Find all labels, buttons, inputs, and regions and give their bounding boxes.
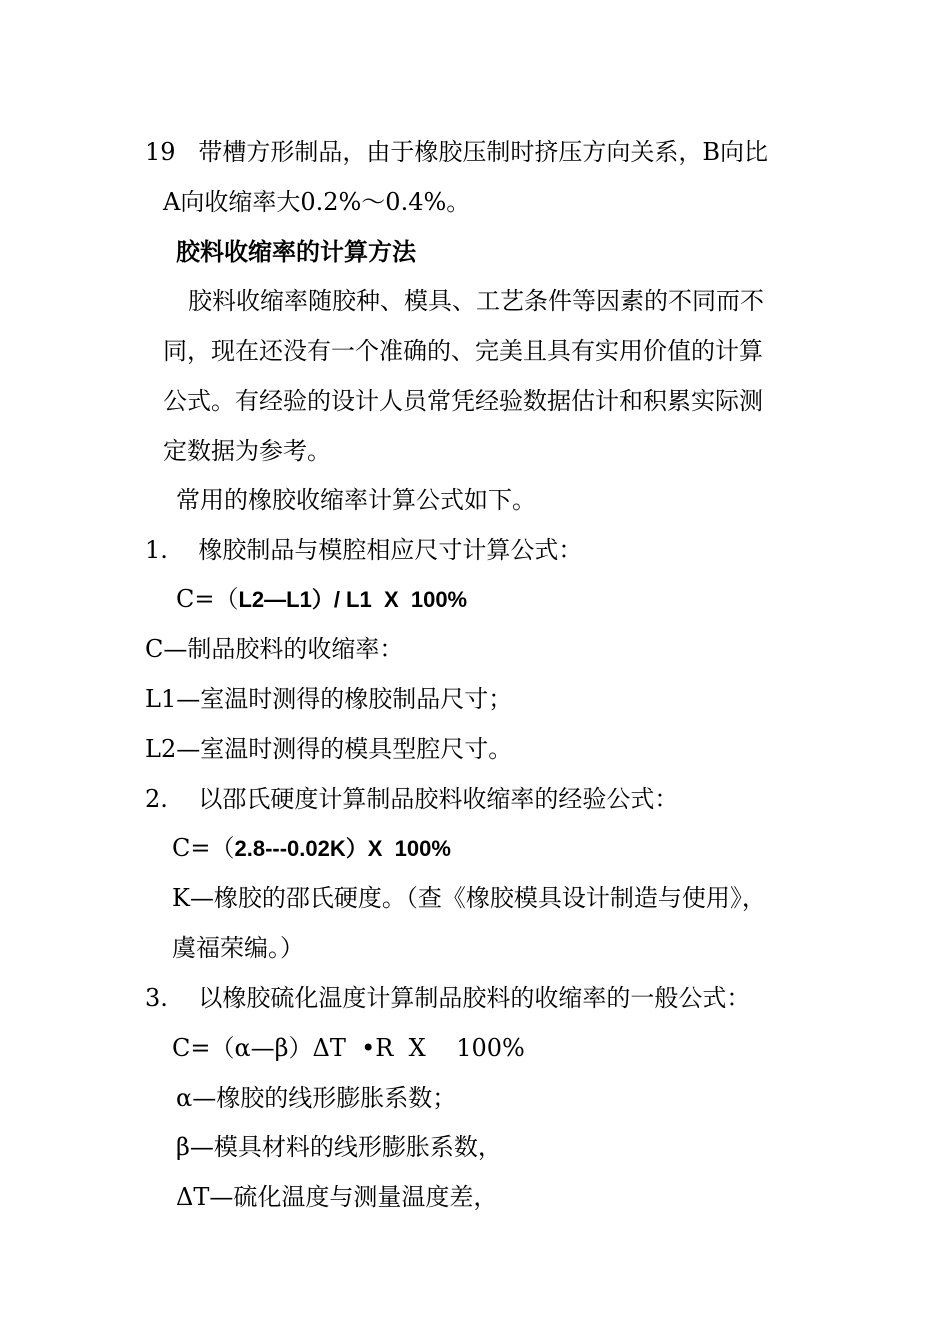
paragraph-line: 公式。有经验的设计人员常凭经验数据估计和积累实际测 [163,387,763,415]
definition-delta-t: ΔT—硫化温度与测量温度差， [176,1183,498,1211]
numbered-item-3: 3. 以橡胶硫化温度计算制品胶料的收缩率的一般公式： [145,984,751,1012]
section-heading: 胶料收缩率的计算方法 [176,238,416,266]
numbered-item-2: 2. 以邵氏硬度计算制品胶料收缩率的经验公式： [145,785,679,813]
list-item-19-continuation: A向收缩率大0.2%～0.4%。 [163,188,471,216]
formula-2 [172,833,451,864]
numbered-item-1: 1. 橡胶制品与模腔相应尺寸计算公式： [145,536,583,564]
definition-l1: L1—室温时测得的橡胶制品尺寸； [145,685,513,713]
formula-prefix: C=（ [176,585,239,613]
formula-3: C=（α—β）ΔT •R X 100% [172,1034,525,1062]
definition-c: C—制品胶料的收缩率： [145,635,404,663]
paragraph-intro: 常用的橡胶收缩率计算公式如下。 [176,486,536,514]
formula-body: L2—L1）/ L1 X 100% [238,587,468,612]
list-item-19: 19 带槽方形制品，由于橡胶压制时挤压方向关系，B向比 [145,138,769,166]
definition-alpha: α—橡胶的线形膨胀系数； [176,1084,457,1112]
formula-prefix: C=（ [172,834,235,862]
formula-body: 2.8---0.02K）X 100% [234,836,451,861]
definition-k: K—橡胶的邵氏硬度。（查《橡胶模具设计制造与使用》， [172,884,766,912]
paragraph-line: 同，现在还没有一个准确的、完美且具有实用价值的计算 [163,337,763,365]
definition-l2: L2—室温时测得的模具型腔尺寸。 [145,735,513,763]
formula-1 [176,584,467,615]
paragraph-line: 定数据为参考。 [163,437,331,465]
definition-beta: β—模具材料的线形膨胀系数， [176,1133,502,1161]
paragraph-line: 胶料收缩率随胶种、模具、工艺条件等因素的不同而不 [188,287,764,315]
definition-k-continuation: 虞福荣编。） [172,934,304,962]
